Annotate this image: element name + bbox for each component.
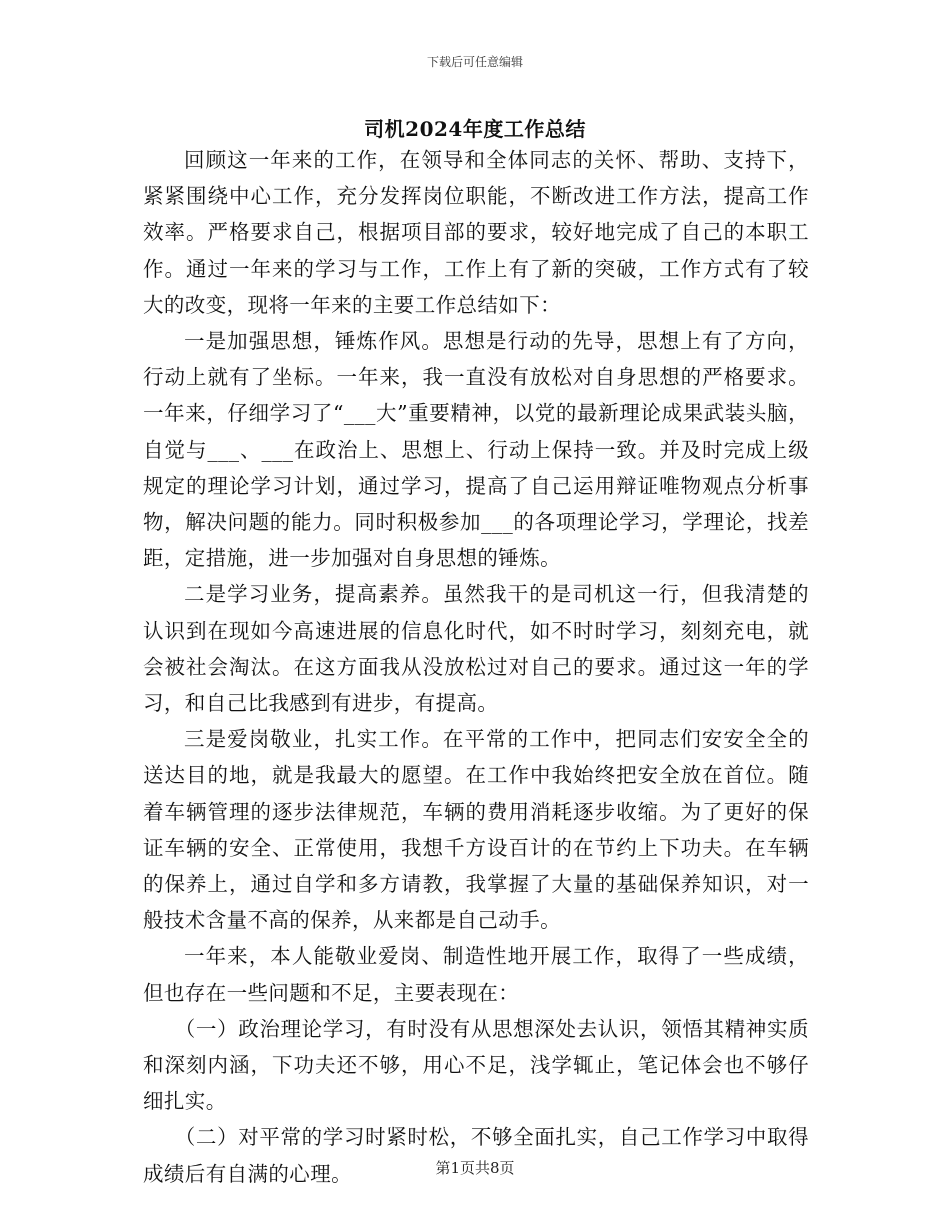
paragraph-point-two: 二是学习业务，提高素养。虽然我干的是司机这一行，但我清楚的认识到在现如今高速进展的信息化时代，如不时时学习，刻刻充电，就会被社会淘汰。在这方面我从没放松过对自己的要求。通过这一年的学习，和自己比我感到有进步，有提高。	[143, 582, 809, 716]
paragraph-shortcomings-intro: 一年来，本人能敬业爱岗、制造性地开展工作，取得了一些成绩，但也存在一些问题和不足，主要表现在：	[143, 944, 809, 1005]
page-number-footer: 第1页共8页	[435, 1159, 515, 1177]
paragraph-shortcoming-two: （二）对平常的学习时紧时松，不够全面扎实，自己工作学习中取得成绩后有自满的心理。	[143, 1125, 809, 1186]
paragraph-point-one: 一是加强思想，锤炼作风。思想是行动的先导，思想上有了方向，行动上就有了坐标。一年来，我一直没有放松对自身思想的严格要求。一年来，仔细学习了“___大”重要精神，以党的最新理论成果武装头脑，自觉与___、___在政治上、思想上、行动上保持一致。并及时完成上级规定的理论学习计划，通过学习，提高了自己运用辩证唯物观点分析事物，解决问题的能力。同时积极参加___的各项理论学习，学理论，找差距，定措施，进一步加强对自身思想的锤炼。	[143, 329, 809, 571]
document-body	[143, 142, 809, 1192]
document-title: 司机2024年度工作总结	[364, 117, 586, 141]
paragraph-shortcoming-one: （一）政治理论学习，有时没有从思想深处去认识，领悟其精神实质和深刻内涵，下功夫还不够，用心不足，浅学辄止，笔记体会也不够仔细扎实。	[143, 1016, 809, 1114]
paragraph-point-three: 三是爱岗敬业，扎实工作。在平常的工作中，把同志们安安全全的送达目的地，就是我最大的愿望。在工作中我始终把安全放在首位。随着车辆管理的逐步法律规范，车辆的费用消耗逐步收缩。为了更好的保证车辆的安全、正常使用，我想千方设百计的在节约上下功夫。在车辆的保养上，通过自学和多方请教，我掌握了大量的基础保养知识，对一般技术含量不高的保养，从来都是自己动手。	[143, 727, 809, 933]
header-note: 下载后可任意编辑	[426, 55, 523, 69]
paragraph-intro: 回顾这一年来的工作，在领导和全体同志的关怀、帮助、支持下，紧紧围绕中心工作，充分发挥岗位职能，不断改进工作方法，提高工作效率。严格要求自己，根据项目部的要求，较好地完成了自己的本职工作。通过一年来的学习与工作，工作上有了新的突破，工作方式有了较大的改变，现将一年来的主要工作总结如下：	[143, 148, 809, 317]
